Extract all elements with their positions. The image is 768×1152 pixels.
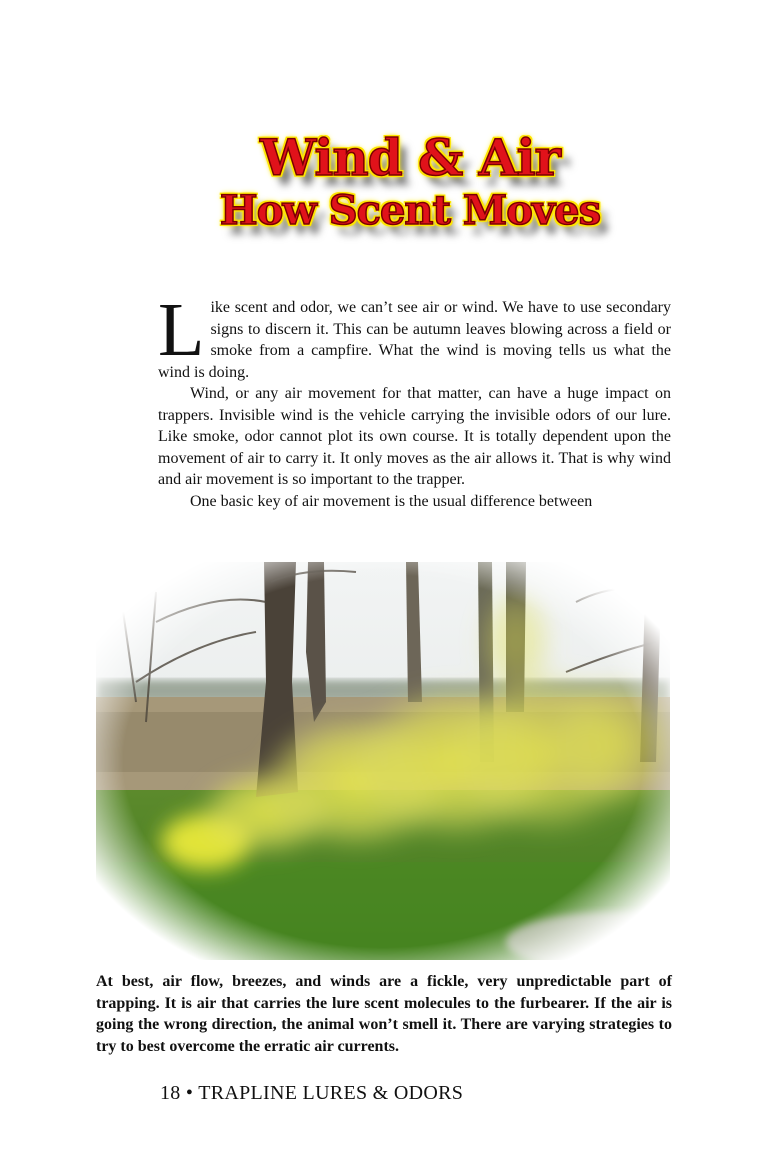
drop-cap: L (158, 288, 205, 372)
body-text (158, 288, 671, 512)
photo-caption: At best, air flow, breezes, and winds are a fickle, very unpredictable part of trapping. It is air that carries the lure scent molecules to the furbearer. If the air is going the wrong direction, the animal won’t smell it. There are varying strategies to try to best overcome the erratic air currents. (96, 973, 672, 1055)
chapter-title (160, 130, 660, 233)
page-number: 18 (160, 1082, 181, 1104)
smoke-photo (96, 562, 670, 960)
title-line-2: How Scent Moves (219, 187, 601, 234)
paragraph-2: Wind, or any air movement for that matter, can have a huge impact on trappers. Invisible wind is the vehicle carrying the invisible odors of our lure. Like smoke, odor cannot plot its own course. It is totally dependent upon the movement of air to carry it. It only moves as the air allows it. That is why wind and air movement is so important to the trapper. (158, 385, 671, 488)
page-footer (160, 1082, 463, 1105)
paragraph-1 (158, 288, 671, 383)
book-title: TRAPLINE LURES & ODORS (198, 1082, 464, 1104)
paragraph-1-text: ike scent and odor, we can’t see air or wind. We have to use secondary signs to discern it. This can be autumn leaves blowing across a field or smoke from a campfire. What the wind is moving tells us what the wind is doing. (158, 299, 671, 381)
paragraph-3: One basic key of air movement is the usual difference between (190, 492, 593, 510)
title-line-1: Wind & Air (260, 128, 560, 187)
footer-separator: • (185, 1082, 194, 1104)
